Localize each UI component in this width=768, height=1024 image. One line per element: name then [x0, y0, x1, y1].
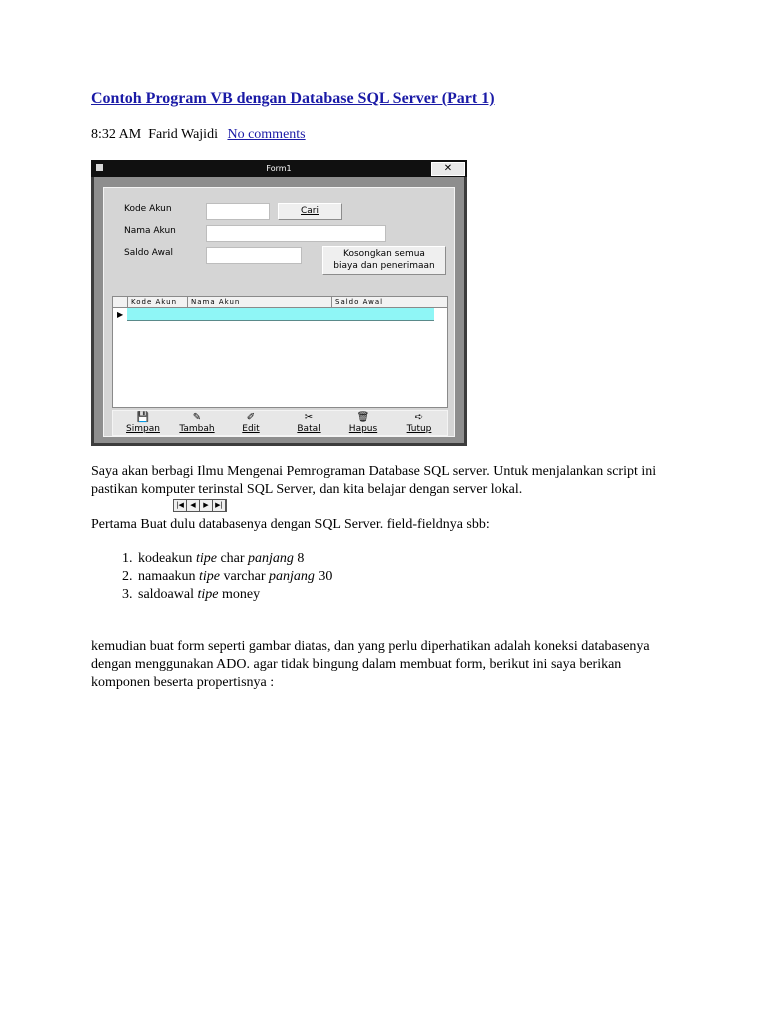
- field-name: kodeakun: [138, 551, 193, 566]
- intro-paragraph: Saya akan berbagi Ilmu Mengenai Pemrograman Database SQL server. Untuk menjalankan script ini pastikan komputer terinstal SQL Server, dan kita belajar dengan server lokal.: [91, 464, 657, 497]
- edit-icon: ✐: [246, 412, 256, 423]
- close-icon: ➪: [414, 412, 424, 423]
- clear-all-button[interactable]: [322, 246, 446, 275]
- table-row[interactable]: [127, 308, 434, 321]
- batal-label: Batal: [297, 424, 321, 434]
- field-type: varchar: [223, 569, 266, 584]
- grid-col-nama-akun[interactable]: Nama Akun: [191, 298, 241, 306]
- grid-col-saldo-awal[interactable]: Saldo Awal: [335, 298, 384, 306]
- edit-button[interactable]: [227, 412, 275, 434]
- edit-label: Edit: [242, 424, 260, 434]
- nama-akun-input[interactable]: [206, 225, 386, 242]
- field-length-word: panjang: [269, 569, 315, 584]
- tutup-label: Tutup: [406, 424, 432, 434]
- post-meta: [91, 127, 306, 143]
- delete-icon: 🗑: [356, 412, 370, 423]
- saldo-awal-input[interactable]: [206, 247, 302, 264]
- clear-all-label-line2: biaya dan penerimaan: [333, 261, 435, 271]
- tambah-label: Tambah: [179, 424, 215, 434]
- cari-button[interactable]: [278, 203, 342, 220]
- form-instructions-paragraph: kemudian buat form seperti gambar diatas, dan yang perlu diperhatikan adalah koneksi databasenya dengan menggunakan ADO. agar tidak bingung dalam membuat form, berikut ini saya berikan komponen beserta propertisnya :: [91, 639, 650, 690]
- list-item: [136, 586, 332, 604]
- close-window-icon[interactable]: ✕: [431, 162, 465, 176]
- fields-intro-paragraph: Pertama Buat dulu databasenya dengan SQL Server. field-fieldnya sbb:: [91, 517, 490, 532]
- list-item: [136, 550, 332, 568]
- kode-akun-label: Kode Akun: [124, 204, 172, 214]
- grid-col-kode-akun[interactable]: Kode Akun: [131, 298, 177, 306]
- cancel-icon: ✂: [304, 412, 314, 423]
- kode-akun-input[interactable]: [206, 203, 270, 220]
- field-type: money: [221, 587, 261, 602]
- last-record-icon[interactable]: ▶|: [213, 500, 226, 511]
- nama-akun-label: Nama Akun: [124, 226, 176, 236]
- tambah-button[interactable]: [173, 412, 221, 434]
- batal-button[interactable]: [285, 412, 333, 434]
- simpan-label: Simpan: [126, 424, 160, 434]
- system-menu-icon[interactable]: [96, 164, 103, 171]
- record-navigator: [173, 499, 227, 512]
- field-name: saldoawal: [138, 587, 194, 602]
- clear-all-label-line1: Kosongkan semua: [343, 249, 425, 259]
- post-time: 8:32 AM: [91, 127, 142, 142]
- field-type: char: [220, 551, 245, 566]
- button-toolbar: [112, 410, 448, 436]
- save-icon: 💾: [136, 412, 150, 423]
- field-type-word: tipe: [199, 569, 221, 584]
- post-author: Farid Wajidi: [148, 127, 218, 142]
- prev-record-icon[interactable]: ◀: [187, 500, 200, 511]
- field-name: namaakun: [138, 569, 196, 584]
- field-type-word: tipe: [195, 551, 217, 566]
- field-length: 8: [297, 551, 305, 566]
- list-item: [136, 568, 332, 586]
- field-length: 30: [318, 569, 333, 584]
- row-indicator-icon: ▶: [117, 310, 124, 319]
- next-record-icon[interactable]: ▶: [200, 500, 213, 511]
- field-length-word: panjang: [248, 551, 294, 566]
- add-icon: ✎: [192, 412, 202, 423]
- window-titlebar: [91, 160, 467, 177]
- saldo-awal-label: Saldo Awal: [124, 248, 173, 258]
- first-record-icon[interactable]: |◀: [174, 500, 187, 511]
- field-type-word: tipe: [197, 587, 219, 602]
- field-list: [91, 550, 332, 604]
- comments-link[interactable]: No comments: [227, 127, 306, 142]
- tutup-button[interactable]: [395, 412, 443, 434]
- window-title: Form1: [266, 164, 292, 173]
- grid-header: [113, 297, 447, 308]
- simpan-button[interactable]: [119, 412, 167, 434]
- hapus-button[interactable]: [339, 412, 387, 434]
- hapus-label: Hapus: [348, 424, 378, 434]
- cari-button-label: Cari: [301, 206, 319, 216]
- post-title[interactable]: Contoh Program VB dengan Database SQL Server (Part 1): [91, 90, 495, 107]
